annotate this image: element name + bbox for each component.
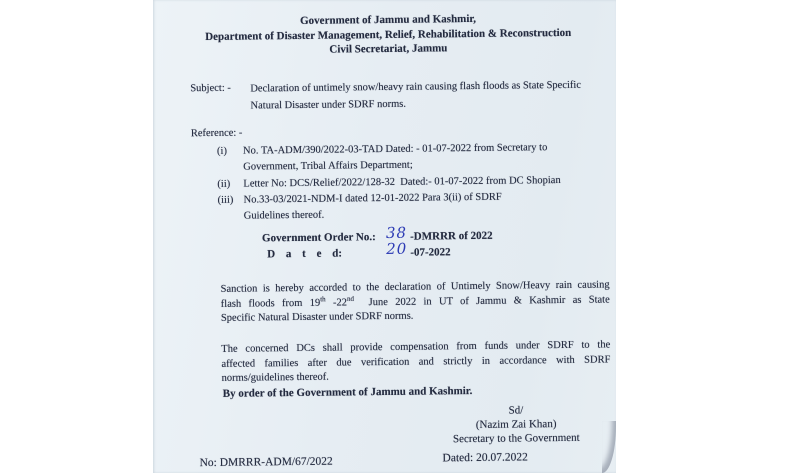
reference-label: Reference: - <box>190 127 243 140</box>
body-paragraph-2 <box>221 338 610 386</box>
document-paper <box>153 0 616 473</box>
subject-label: Subject: - <box>190 82 231 95</box>
order-date-suffix: -07-2022 <box>410 246 451 259</box>
reference-item-line: Government, Tribal Affairs Department; <box>243 159 413 173</box>
reference-item-line: No.33-03/2021-NDM-I dated 12-01-2022 Para 3(ii) of SDRF <box>243 191 502 206</box>
body-line: Specific Natural Disaster under SDRF norms. <box>220 310 414 324</box>
body-line-text: -22 <box>325 296 348 309</box>
header-line-3: Civil Secretariat, Jammu <box>329 42 448 56</box>
order-number-line <box>262 225 493 244</box>
header-line-1: Government of Jammu and Kashmir, <box>300 12 477 27</box>
signature-designation: Secretary to the Government <box>452 431 580 446</box>
footer-reference-number: No: DMRRR-ADM/67/2022 <box>199 455 333 470</box>
order-date-line <box>262 241 493 260</box>
header-line-2: Department of Disaster Management, Relief, Rehabilitation & Reconstruction <box>205 26 572 43</box>
reference-item-number: (iii) <box>217 194 234 206</box>
order-date-handwritten: 20 <box>386 239 408 258</box>
reference-item-number: (i) <box>216 145 228 157</box>
footer-date: Dated: 20.07.2022 <box>442 451 528 465</box>
body-line: norms/guidelines thereof. <box>221 371 329 384</box>
reference-item <box>217 189 589 226</box>
order-number-handwritten: 38 <box>385 223 408 242</box>
body-line-text: June 2022 in UT of Jammu & Kashmir as State <box>353 293 610 308</box>
document-content <box>150 0 618 476</box>
signature-name: (Nazim Zai Khan) <box>475 418 557 431</box>
ordinal-superscript: nd <box>346 294 355 303</box>
reference-item <box>217 140 589 177</box>
reference-item-line: Guidelines thereof. <box>243 209 325 222</box>
signature-sd: Sd/ <box>508 404 524 417</box>
order-date-label: D a t e d: <box>267 247 343 261</box>
reference-item-text <box>243 189 589 226</box>
order-number-suffix: -DMRRR of 2022 <box>410 229 493 243</box>
body-line-text: flash floods from 19 <box>220 297 321 310</box>
by-order-statement: By order of the Government of Jammu and Kashmir. <box>222 385 473 400</box>
signature-block <box>430 403 602 447</box>
government-order-block <box>262 225 493 260</box>
subject-line-1: Declaration of untimely snow/heavy rain causing flash floods as State Specific <box>250 79 582 95</box>
document-header <box>164 10 611 59</box>
subject-line-2: Natural Disaster under SDRF norms. <box>250 98 407 112</box>
body-paragraph-1 <box>221 278 610 326</box>
reference-item-line: Letter No: DCS/Relief/2022/128-32 Dated:- 01-07-2022 from DC Shopian <box>243 174 561 190</box>
reference-item-line: No. TA-ADM/390/2022-03-TAD Dated: - 01-07-2022 from Secretary to <box>242 142 548 157</box>
body-line: Sanction is hereby accorded to the declaration of Untimely Snow/Heavy rain causing <box>220 279 610 295</box>
reference-item-number: (ii) <box>217 178 231 190</box>
ordinal-superscript: th <box>320 294 326 303</box>
subject-text <box>250 77 612 115</box>
body-line: The concerned DCs shall provide compensation from funds under SDRF to the <box>221 339 611 355</box>
order-number-label: Government Order No.: <box>261 231 376 245</box>
reference-item-text <box>243 140 589 177</box>
reference-list <box>217 140 590 226</box>
body-line: affected families after due verification and strictly in accordance with SDRF <box>221 353 611 370</box>
